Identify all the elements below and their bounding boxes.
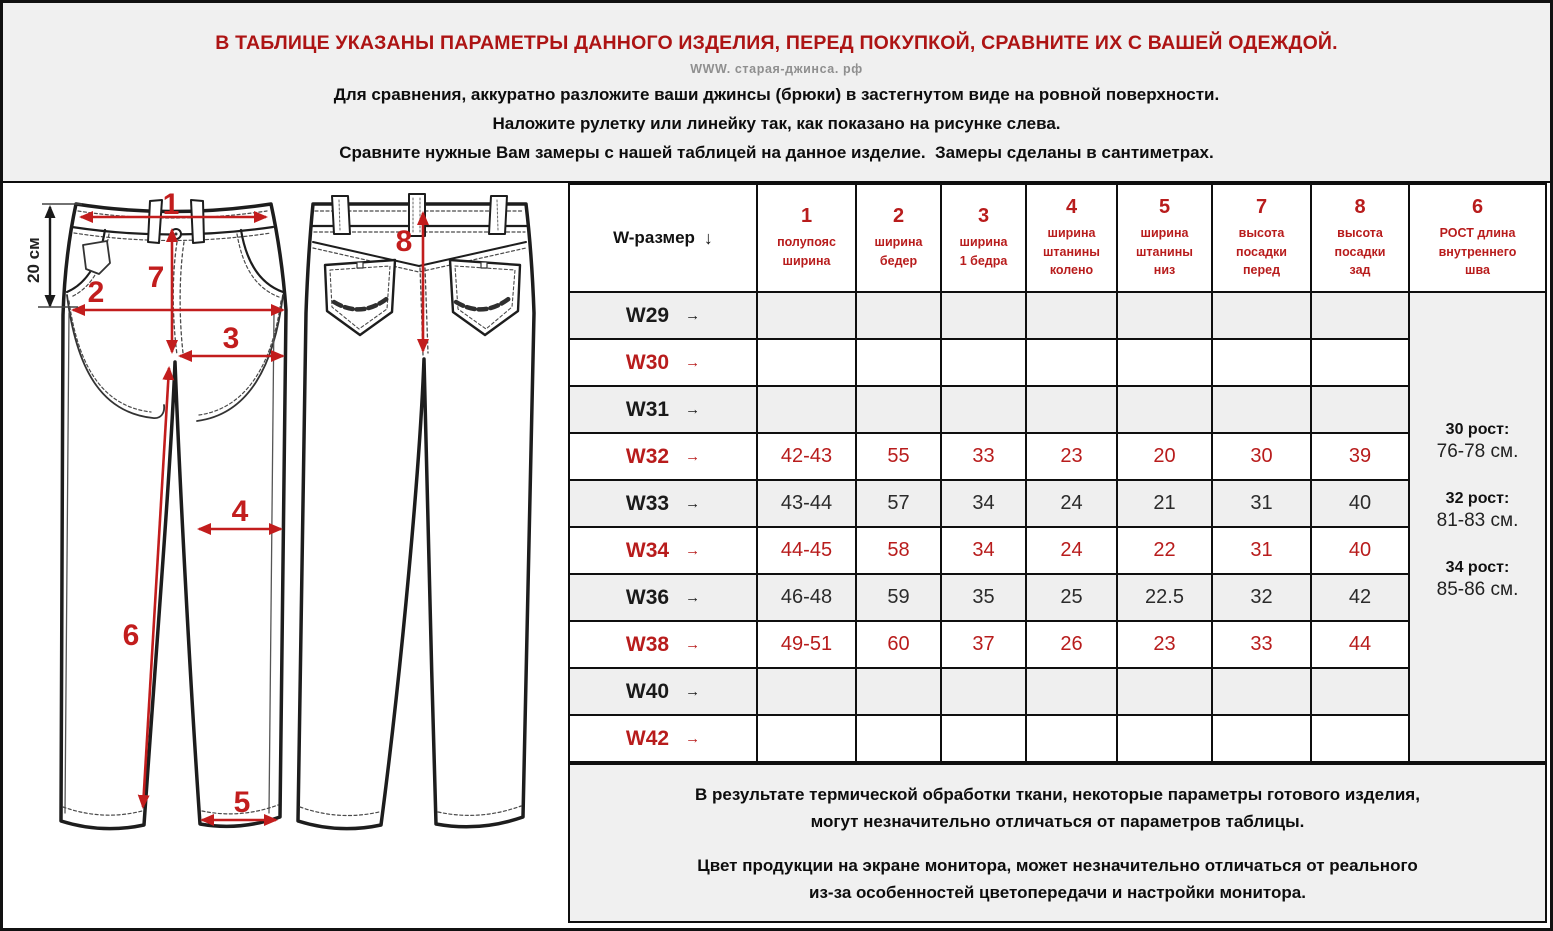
cell-W33-col8	[1312, 481, 1408, 526]
cell-W30-col4	[1027, 340, 1116, 385]
cell-value: 55	[887, 445, 910, 467]
cell-W38-col4	[1027, 622, 1116, 667]
column-header-4	[1027, 185, 1116, 291]
cell-W34-col4	[1027, 528, 1116, 573]
cell-W42-col4	[1027, 716, 1116, 761]
measure-label-3: 3	[222, 322, 240, 355]
column-number: 6	[1471, 195, 1484, 218]
row-header-label: W-размер	[613, 228, 695, 247]
measure-label-4: 4	[231, 495, 249, 528]
cell-W33-col7	[1213, 481, 1310, 526]
cell-W32-col8	[1312, 434, 1408, 479]
cell-value: 49-51	[780, 633, 833, 655]
measure-label-6: 6	[122, 619, 140, 652]
cell-W36-col8	[1312, 575, 1408, 620]
column-number: 7	[1255, 195, 1268, 218]
note-line: В результате термической обработки ткани, некоторые параметры готового изделия,	[695, 784, 1420, 804]
column-header-1	[758, 185, 855, 291]
inseam-entry-32	[1437, 490, 1519, 532]
size-row-label-W29	[570, 293, 756, 338]
cell-W36-col4	[1027, 575, 1116, 620]
cell-W40-col8	[1312, 669, 1408, 714]
column-header-3	[942, 185, 1025, 291]
size-label: W36	[625, 585, 670, 609]
cell-W29-col2	[857, 293, 940, 338]
cell-value: 23	[1153, 633, 1176, 655]
instruction-line-3: Сравните нужные Вам замеры с нашей таблицей на данное изделие. Замеры сделаны в сантиметрах.	[339, 143, 1214, 162]
cell-W31-col8	[1312, 387, 1408, 432]
size-label: W30	[625, 350, 670, 374]
column-number: 5	[1158, 195, 1171, 218]
notes-box	[568, 763, 1547, 923]
cell-W29-col8	[1312, 293, 1408, 338]
column-title-line: посадки	[1334, 244, 1386, 259]
column-title-line: высота	[1238, 225, 1285, 240]
cell-W31-col7	[1213, 387, 1310, 432]
cell-value: 23	[1060, 445, 1083, 467]
cell-value: 30	[1250, 445, 1273, 467]
column-title-line: колено	[1049, 263, 1094, 278]
cell-W29-col3	[942, 293, 1025, 338]
cell-value: 43-44	[780, 492, 833, 514]
note-line: Цвет продукции на экране монитора, может незначительно отличаться от реального	[697, 855, 1418, 875]
inseam-entry-34	[1437, 559, 1519, 601]
column-header-7	[1213, 185, 1310, 291]
cell-value: 26	[1060, 633, 1083, 655]
column-title-line: ширина	[959, 235, 1008, 250]
column-title-line: высота	[1337, 225, 1383, 240]
cell-W34-col3	[942, 528, 1025, 573]
column-title-line: ширина	[1140, 225, 1189, 240]
column-number: 8	[1354, 195, 1366, 218]
size-row-label-W40	[570, 669, 756, 714]
column-title-line: зад	[1349, 263, 1371, 278]
cell-W30-col8	[1312, 340, 1408, 385]
column-title-line: штанины	[1043, 244, 1100, 259]
right-arrow-icon: →	[685, 542, 701, 559]
cell-value: 34	[972, 492, 995, 514]
cell-W38-col2	[857, 622, 940, 667]
size-label: W40	[625, 679, 670, 703]
cell-W38-col8	[1312, 622, 1408, 667]
cell-W36-col2	[857, 575, 940, 620]
cell-W34-col5	[1118, 528, 1211, 573]
cell-W33-col2	[857, 481, 940, 526]
cell-W40-col7	[1213, 669, 1310, 714]
cell-value: 22.5	[1145, 586, 1184, 608]
column-number: 2	[892, 205, 905, 228]
cell-W42-col8	[1312, 716, 1408, 761]
column-title-line: штанины	[1136, 244, 1193, 259]
cell-W33-col4	[1027, 481, 1116, 526]
page-title: В ТАБЛИЦЕ УКАЗАНЫ ПАРАМЕТРЫ ДАННОГО ИЗДЕЛИЯ, ПЕРЕД ПОКУПКОЙ, СРАВНИТЕ ИХ С ВАШЕЙ ОДЕЖДОЙ.	[215, 32, 1338, 54]
cell-W31-col4	[1027, 387, 1116, 432]
cell-W31-col1	[758, 387, 855, 432]
cell-value: 59	[887, 586, 910, 608]
cell-value: 34	[972, 539, 995, 561]
right-arrow-icon: →	[685, 354, 701, 371]
note-line: могут незначительно отличаться от параметров таблицы.	[810, 811, 1305, 831]
measure-label-5: 5	[233, 786, 251, 819]
measure-label-7: 7	[147, 261, 165, 294]
column-title-line: шва	[1465, 263, 1490, 278]
right-arrow-icon: →	[685, 683, 701, 700]
cell-W34-col7	[1213, 528, 1310, 573]
cell-W36-col5	[1118, 575, 1211, 620]
cell-W32-col3	[942, 434, 1025, 479]
inseam-range: 85-86 см.	[1436, 579, 1519, 600]
cell-value: 24	[1060, 492, 1083, 514]
cell-value: 44	[1348, 633, 1372, 655]
cell-W34-col1	[758, 528, 855, 573]
cell-W34-col2	[857, 528, 940, 573]
cell-value: 60	[887, 633, 910, 655]
cell-W32-col7	[1213, 434, 1310, 479]
column-title-line: полупояс	[777, 235, 836, 250]
cell-W29-col1	[758, 293, 855, 338]
column-header-8	[1312, 185, 1408, 291]
cell-W34-col8	[1312, 528, 1408, 573]
cell-value: 40	[1348, 539, 1372, 561]
right-arrow-icon: →	[685, 589, 701, 606]
inseam-entry-30	[1437, 421, 1519, 463]
column-title-line: посадки	[1236, 244, 1287, 259]
measure-label-8: 8	[395, 225, 413, 258]
cell-value: 40	[1348, 492, 1372, 514]
cell-W32-col1	[758, 434, 855, 479]
right-arrow-icon: →	[685, 401, 701, 418]
cell-value: 35	[972, 586, 995, 608]
cell-W31-col2	[857, 387, 940, 432]
size-label: W34	[625, 538, 670, 562]
column-title-line: низ	[1153, 263, 1176, 278]
cell-W33-col5	[1118, 481, 1211, 526]
cell-value: 20	[1153, 445, 1176, 467]
size-row-label-W36	[570, 575, 756, 620]
cell-W40-col1	[758, 669, 855, 714]
size-label: W38	[625, 632, 670, 656]
cell-W40-col4	[1027, 669, 1116, 714]
column-title-line: РОСТ длина	[1439, 225, 1516, 240]
cell-W36-col3	[942, 575, 1025, 620]
cell-value: 24	[1060, 539, 1083, 561]
size-row-label-W38	[570, 622, 756, 667]
cell-value: 33	[1250, 633, 1273, 655]
size-row-label-W34	[570, 528, 756, 573]
cell-value: 37	[972, 633, 995, 655]
cell-W42-col1	[758, 716, 855, 761]
cell-W36-col1	[758, 575, 855, 620]
cell-value: 57	[887, 492, 910, 514]
measure-label-2: 2	[87, 276, 105, 309]
column-title-line: бедер	[879, 254, 918, 268]
ruler-label: 20 см	[24, 237, 43, 283]
cell-W38-col3	[942, 622, 1025, 667]
column-title-line: перед	[1242, 263, 1281, 278]
inseam-entries	[1437, 421, 1519, 601]
cell-value: 39	[1348, 445, 1372, 467]
instruction-line-2: Наложите рулетку или линейку так, как показано на рисунке слева.	[492, 114, 1061, 133]
row-header-cell	[570, 185, 756, 291]
size-label: W31	[625, 397, 670, 421]
size-row-label-W30	[570, 340, 756, 385]
size-row-label-W32	[570, 434, 756, 479]
size-label: W29	[625, 303, 670, 327]
measure-label-1: 1	[162, 188, 180, 221]
cell-W40-col3	[942, 669, 1025, 714]
cell-value: 58	[887, 539, 910, 561]
cell-value: 22	[1153, 539, 1176, 561]
column-title-line: 1 бедра	[959, 254, 1008, 268]
column-title-line: внутреннего	[1438, 244, 1517, 259]
cell-W32-col4	[1027, 434, 1116, 479]
right-arrow-icon: →	[685, 636, 701, 653]
cell-W32-col5	[1118, 434, 1211, 479]
inseam-size: 34 рост:	[1445, 559, 1510, 576]
column-header-6	[1410, 185, 1545, 291]
size-table	[568, 183, 1547, 765]
cell-W30-col5	[1118, 340, 1211, 385]
right-arrow-icon: →	[685, 448, 701, 465]
inseam-length-column	[1410, 293, 1545, 761]
cell-value: 31	[1250, 492, 1273, 514]
cell-W38-col1	[758, 622, 855, 667]
column-header-2	[857, 185, 940, 291]
size-label: W42	[625, 726, 670, 750]
size-label: W33	[625, 491, 670, 515]
inseam-size: 32 рост:	[1445, 490, 1510, 507]
cell-W42-col5	[1118, 716, 1211, 761]
right-arrow-icon: →	[685, 307, 701, 324]
cell-W30-col3	[942, 340, 1025, 385]
cell-W38-col5	[1118, 622, 1211, 667]
column-title-line: ширина	[874, 235, 923, 250]
right-arrow-icon: →	[685, 730, 701, 747]
right-arrow-icon: →	[685, 495, 701, 512]
cell-W30-col7	[1213, 340, 1310, 385]
cell-W42-col7	[1213, 716, 1310, 761]
column-number: 1	[800, 205, 813, 228]
note-color	[697, 852, 1417, 906]
cell-W38-col7	[1213, 622, 1310, 667]
cell-W30-col1	[758, 340, 855, 385]
cell-W31-col5	[1118, 387, 1211, 432]
cell-W29-col5	[1118, 293, 1211, 338]
inseam-range: 81-83 см.	[1436, 510, 1519, 531]
site-url: WWW. старая-джинса. рф	[690, 62, 863, 76]
cell-value: 31	[1250, 539, 1273, 561]
cell-W42-col3	[942, 716, 1025, 761]
cell-value: 33	[972, 445, 995, 467]
column-title-line: ширина	[782, 254, 831, 268]
inseam-size: 30 рост:	[1445, 421, 1510, 438]
cell-W31-col3	[942, 387, 1025, 432]
cell-value: 21	[1153, 492, 1176, 514]
header-band	[3, 3, 1550, 183]
size-row-label-W33	[570, 481, 756, 526]
column-title-line: ширина	[1047, 225, 1096, 240]
inseam-range: 76-78 см.	[1436, 441, 1519, 462]
cell-value: 25	[1060, 586, 1083, 608]
cell-W29-col4	[1027, 293, 1116, 338]
size-label: W32	[625, 444, 670, 468]
cell-value: 42	[1348, 586, 1372, 608]
cell-value: 42-43	[780, 445, 833, 467]
note-line: из-за особенностей цветопередачи и настройки монитора.	[809, 882, 1306, 902]
cell-value: 46-48	[780, 586, 833, 608]
instruction-line-1: Для сравнения, аккуратно разложите ваши джинсы (брюки) в застегнутом виде на ровной поверхности.	[333, 85, 1220, 104]
cell-W42-col2	[857, 716, 940, 761]
down-arrow-icon: ↓	[703, 227, 713, 248]
size-row-label-W31	[570, 387, 756, 432]
column-header-5	[1118, 185, 1211, 291]
cell-W30-col2	[857, 340, 940, 385]
cell-value: 44-45	[780, 539, 833, 561]
cell-W29-col7	[1213, 293, 1310, 338]
back-view-drawing	[298, 194, 534, 829]
cell-W36-col7	[1213, 575, 1310, 620]
cell-W40-col2	[857, 669, 940, 714]
note-fabric	[695, 781, 1420, 835]
column-number: 3	[977, 205, 990, 228]
size-row-label-W42	[570, 716, 756, 761]
cell-W40-col5	[1118, 669, 1211, 714]
jeans-measurement-diagram	[3, 185, 568, 927]
cell-W33-col3	[942, 481, 1025, 526]
cell-W33-col1	[758, 481, 855, 526]
cell-value: 32	[1250, 586, 1273, 608]
cell-W32-col2	[857, 434, 940, 479]
column-number: 4	[1065, 195, 1078, 218]
